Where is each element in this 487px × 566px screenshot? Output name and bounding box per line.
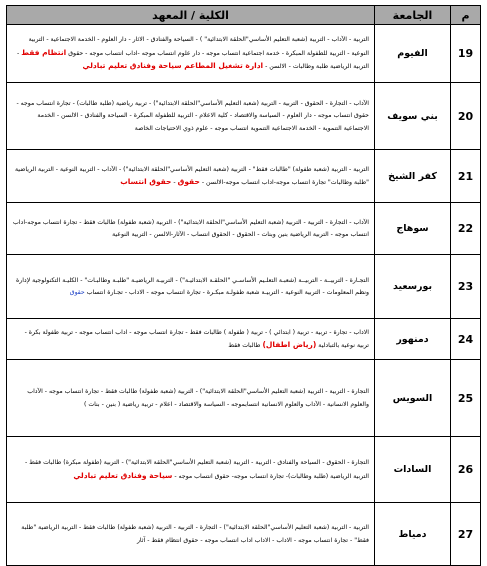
row-number: 24: [451, 319, 481, 360]
table-row: [7, 437, 481, 503]
highlighted-college-text: ادارة تشغيل المطاعم سياحة وفنادق تعليم تبادلي: [82, 61, 264, 71]
colleges-list: [7, 203, 375, 255]
colleges-list: [7, 150, 375, 203]
highlighted-college-text: سياحة وفنادق تعليم تبادلي: [73, 470, 173, 480]
highlighted-college-text: حقوق: [177, 177, 200, 186]
university-name: دمياط: [375, 503, 451, 566]
table-row: [7, 203, 481, 255]
colleges-list: [7, 83, 375, 150]
university-name: بورسعيد: [375, 255, 451, 319]
university-name: السويس: [375, 360, 451, 437]
row-number: 22: [451, 203, 481, 255]
college-text: التربية - التربية (شعبة التعليم الأساسي"الحلقة الابتدائية") - التجارة - التربية - التربية (شعبة طفولة) طالبات فقط - التربية الرياضية "طلبة فقط" - تجارة انتساب موجه - الاداب - الاداب اداب انتساب موجه - حقوق انتظام فقط - آثار: [21, 524, 369, 544]
table-row: [7, 150, 481, 203]
row-number: 20: [451, 83, 481, 150]
colleges-list: [7, 437, 375, 503]
college-text: الآداب - التجارة - التربية - التربية (شعبة التعليم الأساسي"الحلقة الابتدائية") - التربية (شعبة طفولة) طالبات فقط - تجارة انتساب موجه-اداب انتساب موجه - التربية الرياضية بنين وبنات - الحقوق - الحقوق انتساب - الآثار-الالسن - التربية النوعية: [13, 218, 369, 238]
college-text: التجـارة - التربيــة - التربيــة (شعبـة التعلـيم الأساسـي "الحلقـة الابتدائيـة") - التربيـة الرياضيـة "طلبـة وطالبـات" - الكليـة التكنولوجية لإدارة ونظم المعلومات - التربية النوعية - التربيـة شعبة طفولـة مبكـرة - تجارة انتساب موجه - الاداب - تجـارة انتساب: [15, 276, 369, 296]
university-name: دمنهور: [375, 319, 451, 360]
table-row: [7, 360, 481, 437]
row-number: 19: [451, 25, 481, 83]
colleges-list: [7, 319, 375, 360]
header-colleges: الكلية / المعهد: [7, 6, 375, 25]
table-row: [7, 255, 481, 319]
header-university: الجامعة: [375, 6, 451, 25]
university-name: كفر الشيخ: [375, 150, 451, 203]
university-name: بني سويف: [375, 83, 451, 150]
college-text: التربية - التربية (شعبة طفولة) "طالبات فقط" - التربية (شعبة التعليم الأساسي"الحلقة الابتدائية") - الآداب - التربية النوعية - التربية الرياضية "طلبة وطالبات" تجارة انتساب موجه-اداب انتساب موجه-الالسن -: [14, 165, 369, 186]
universities-table: [6, 5, 481, 566]
college-text: الاداب - تجارة - تربية - تربية ( ابتدائي ) - تربية ( طفولة ) طالبات فقط - تجارة انتساب موجه - اداب انتساب موجه - تربية طفولة بكرة - تربية نوعية بالتبادلية: [24, 328, 369, 349]
college-text: التجارة - التربية - التربية (شعبة التعليم الأساسي"الحلقة الابتدائية") - التربية (شعبة طفولة) طالبات فقط - تجارة انتساب موجه - الآداب والعلوم الانسانية - الآداب والعلوم الانسانية انتسابموجه - السياسة والاقتصاد - اعلام - تربية رياضية ( بنين - بنات ): [27, 388, 369, 408]
table-row: [7, 503, 481, 566]
university-name: السادات: [375, 437, 451, 503]
row-number: 26: [451, 437, 481, 503]
highlighted-college-text: حقوق انتساب: [120, 177, 172, 186]
colleges-list: [7, 255, 375, 319]
colleges-list: [7, 360, 375, 437]
row-number: 27: [451, 503, 481, 566]
highlighted-college-text: انتظام فقط: [21, 47, 67, 57]
highlighted-college-text: (رياض اطفال): [262, 340, 317, 349]
row-number: 23: [451, 255, 481, 319]
table-row: [7, 319, 481, 360]
table-row: [7, 25, 481, 83]
college-text: التربية - الآداب - التربية (شعبة التعليم الأساسي"الحلقة الابتدائية" ) - السياحة والفنادق - الاثار - دار العلوم - الخدمة الاجتماعية - التربية النوعية - التربية للطفولة المبكرة - خدمة اجتماعية انتساب موجه - دار علوم انتساب موجه -اداب انتساب موجه - حقوق: [28, 36, 369, 57]
row-number: 21: [451, 150, 481, 203]
header-number: م: [451, 6, 481, 25]
college-text: - التربية الرياضية طلبة وطالبات - الالسن -: [17, 49, 369, 71]
colleges-list: [7, 503, 375, 566]
college-text: الآداب - التجارة - الحقوق - التربية - التربية (شعبة التعليم الأساسي"الحلقة الابتدائية") - تربية رياضية (طلبة طالبات) - تجارة انتساب موجه - حقوق انتساب موجه - دار العلوم - السياسة والاقتصاد - كلية الاعلام - التربية للطفولة المبكرة - السياحة والفنادق - الالسن - الخدمة الاجتماعية التنموية - الخدمة الاجتماعية التنموية انتساب موجه - علوم ذوي الاحتياجات الخاصة: [16, 99, 369, 132]
university-name: سوهاج: [375, 203, 451, 255]
table-row: [7, 83, 481, 150]
table-header-row: [7, 6, 481, 25]
college-text: التجارة - الحقوق - السياحة والفنادق - التربية - التربية (شعبة التعليم الأساسي"الحلقة الابتدائية") - التربية (طفولة مبكرة) طالبات فقط - التربية الرياضية (طلبة وطالبات)- تجارة انتساب موجه- حقوق انتساب موجه -: [24, 459, 369, 480]
row-number: 25: [451, 360, 481, 437]
college-text: -: [171, 179, 178, 186]
colleges-list: [7, 25, 375, 83]
college-text: طالبات فقط: [228, 342, 263, 349]
highlighted-college-text: حقوق: [69, 289, 85, 296]
university-name: الفيوم: [375, 25, 451, 83]
